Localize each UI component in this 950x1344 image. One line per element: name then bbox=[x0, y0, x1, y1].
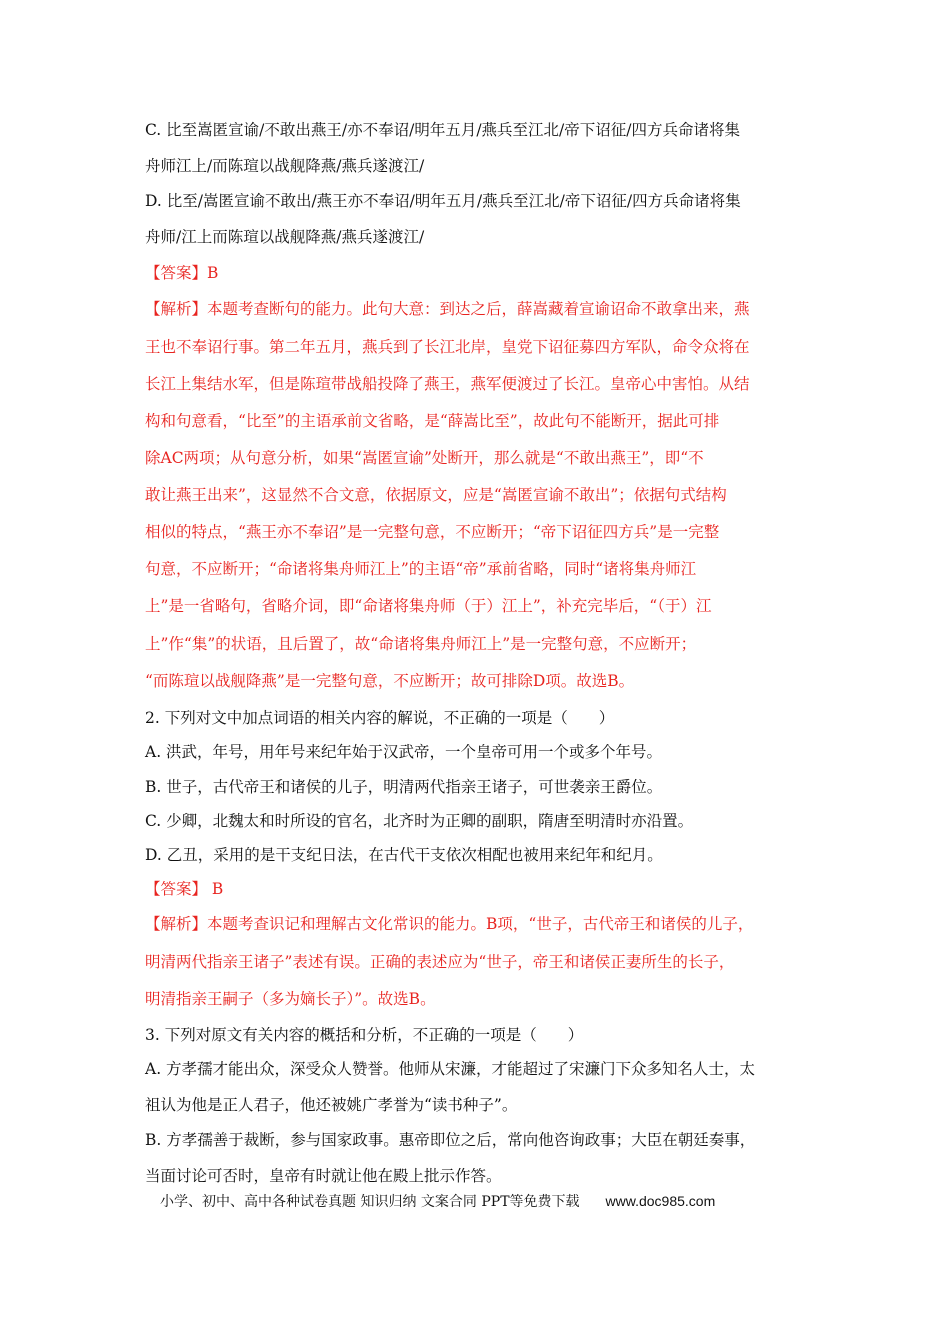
option-c-line-1: C. 比至嵩匿宣谕/不敢出燕王/亦不奉诏/明年五月/燕兵至江北/帝下诏征/四方兵命诸将集 bbox=[145, 121, 740, 139]
analysis-1-line-5: 除AC两项；从句意分析，如果“嵩匿宣谕”处断开，那么就是“不敢出燕王”，即“不 bbox=[145, 449, 704, 467]
analysis-1-line-7: 相似的特点，“燕王亦不奉诏”是一完整句意，不应断开；“帝下诏征四方兵”是一完整 bbox=[145, 523, 720, 541]
analysis-2-line-1: 【解析】本题考查识记和理解古文化常识的能力。B项，“世子，古代帝王和诸侯的儿子， bbox=[145, 915, 754, 933]
analysis-1-line-3: 长江上集结水军，但是陈瑄带战船投降了燕王，燕军便渡过了长江。皇帝心中害怕。从结 bbox=[145, 375, 750, 393]
analysis-1-line-11: “而陈瑄以战舰降燕”是一完整句意，不应断开；故可排除D项。故选B。 bbox=[145, 672, 635, 690]
question-3-option-a-line-2: 祖认为他是正人君子，他还被姚广孝誉为“读书种子”。 bbox=[145, 1096, 518, 1114]
question-2-option-b: B. 世子，古代帝王和诸侯的儿子，明清两代指亲王诸子，可世袭亲王爵位。 bbox=[145, 778, 663, 796]
option-d-line-2: 舟师/江上而陈瑄以战舰降燕/燕兵遂渡江/ bbox=[145, 228, 425, 246]
option-d-line-1: D. 比至/嵩匿宣谕不敢出/燕王亦不奉诏/明年五月/燕兵至江北/帝下诏征/四方兵命诸将集 bbox=[145, 192, 741, 210]
footer-text: 小学、初中、高中各种试卷真题 知识归纳 文案合同 PPT等免费下载 bbox=[160, 1194, 580, 1210]
question-3-option-a-line-1: A. 方孝孺才能出众，深受众人赞誉。他师从宋濂，才能超过了宋濂门下众多知名人士，太 bbox=[145, 1060, 756, 1078]
analysis-2-line-2: 明清两代指亲王诸子”表述有误。正确的表述应为“世子，帝王和诸侯正妻所生的长子， bbox=[145, 953, 735, 971]
question-2-stem: 2. 下列对文中加点词语的相关内容的解说，不正确的一项是（ ） bbox=[145, 709, 615, 727]
analysis-1-line-1: 【解析】本题考查断句的能力。此句大意：到达之后，薛嵩藏着宣谕诏命不敢拿出来，燕 bbox=[145, 300, 750, 318]
page-footer bbox=[160, 1191, 715, 1211]
analysis-1-line-4: 构和句意看，“比至”的主语承前文省略，是“薛嵩比至”，故此句不能断开，据此可排 bbox=[145, 412, 720, 430]
question-2-option-c: C. 少卿，北魏太和时所设的官名，北齐时为正卿的副职，隋唐至明清时亦沿置。 bbox=[145, 812, 694, 830]
question-3-option-b-line-1: B. 方孝孺善于裁断，参与国家政事。惠帝即位之后，常向他咨询政事；大臣在朝廷奏事， bbox=[145, 1131, 756, 1149]
answer-1: 【答案】B bbox=[145, 264, 219, 282]
question-2-option-d: D. 乙丑，采用的是干支纪日法，在古代干支依次相配也被用来纪年和纪月。 bbox=[145, 846, 663, 864]
analysis-1-line-10: 上”作“集”的状语，且后置了，故“命诸将集舟师江上”是一完整句意，不应断开； bbox=[145, 635, 697, 653]
option-c-line-2: 舟师江上/而陈瑄以战舰降燕/燕兵遂渡江/ bbox=[145, 157, 425, 175]
analysis-1-line-8: 句意，不应断开；“命诸将集舟师江上”的主语“帝”承前省略，同时“诸将集舟师江 bbox=[145, 560, 697, 578]
question-3-stem: 3. 下列对原文有关内容的概括和分析，不正确的一项是（ ） bbox=[145, 1026, 584, 1044]
analysis-1-line-6: 敢让燕王出来”，这显然不合文意，依据原文，应是“嵩匿宣谕不敢出”；依据句式结构 bbox=[145, 486, 727, 504]
answer-2: 【答案】 B bbox=[145, 880, 224, 898]
question-2-option-a: A. 洪武，年号，用年号来纪年始于汉武帝，一个皇帝可用一个或多个年号。 bbox=[145, 743, 663, 761]
analysis-1-line-9: 上”是一省略句，省略介词，即“命诸将集舟师（于）江上”，补充完毕后，“（于）江 bbox=[145, 597, 712, 615]
question-3-option-b-line-2: 当面讨论可否时，皇帝有时就让他在殿上批示作答。 bbox=[145, 1167, 502, 1185]
analysis-2-line-3: 明清指亲王嗣子（多为嫡长子）”。故选B。 bbox=[145, 990, 436, 1008]
footer-site-link[interactable]: www.doc985.com bbox=[605, 1193, 716, 1209]
analysis-1-line-2: 王也不奉诏行事。第二年五月，燕兵到了长江北岸，皇党下诏征募四方军队，命令众将在 bbox=[145, 338, 750, 356]
